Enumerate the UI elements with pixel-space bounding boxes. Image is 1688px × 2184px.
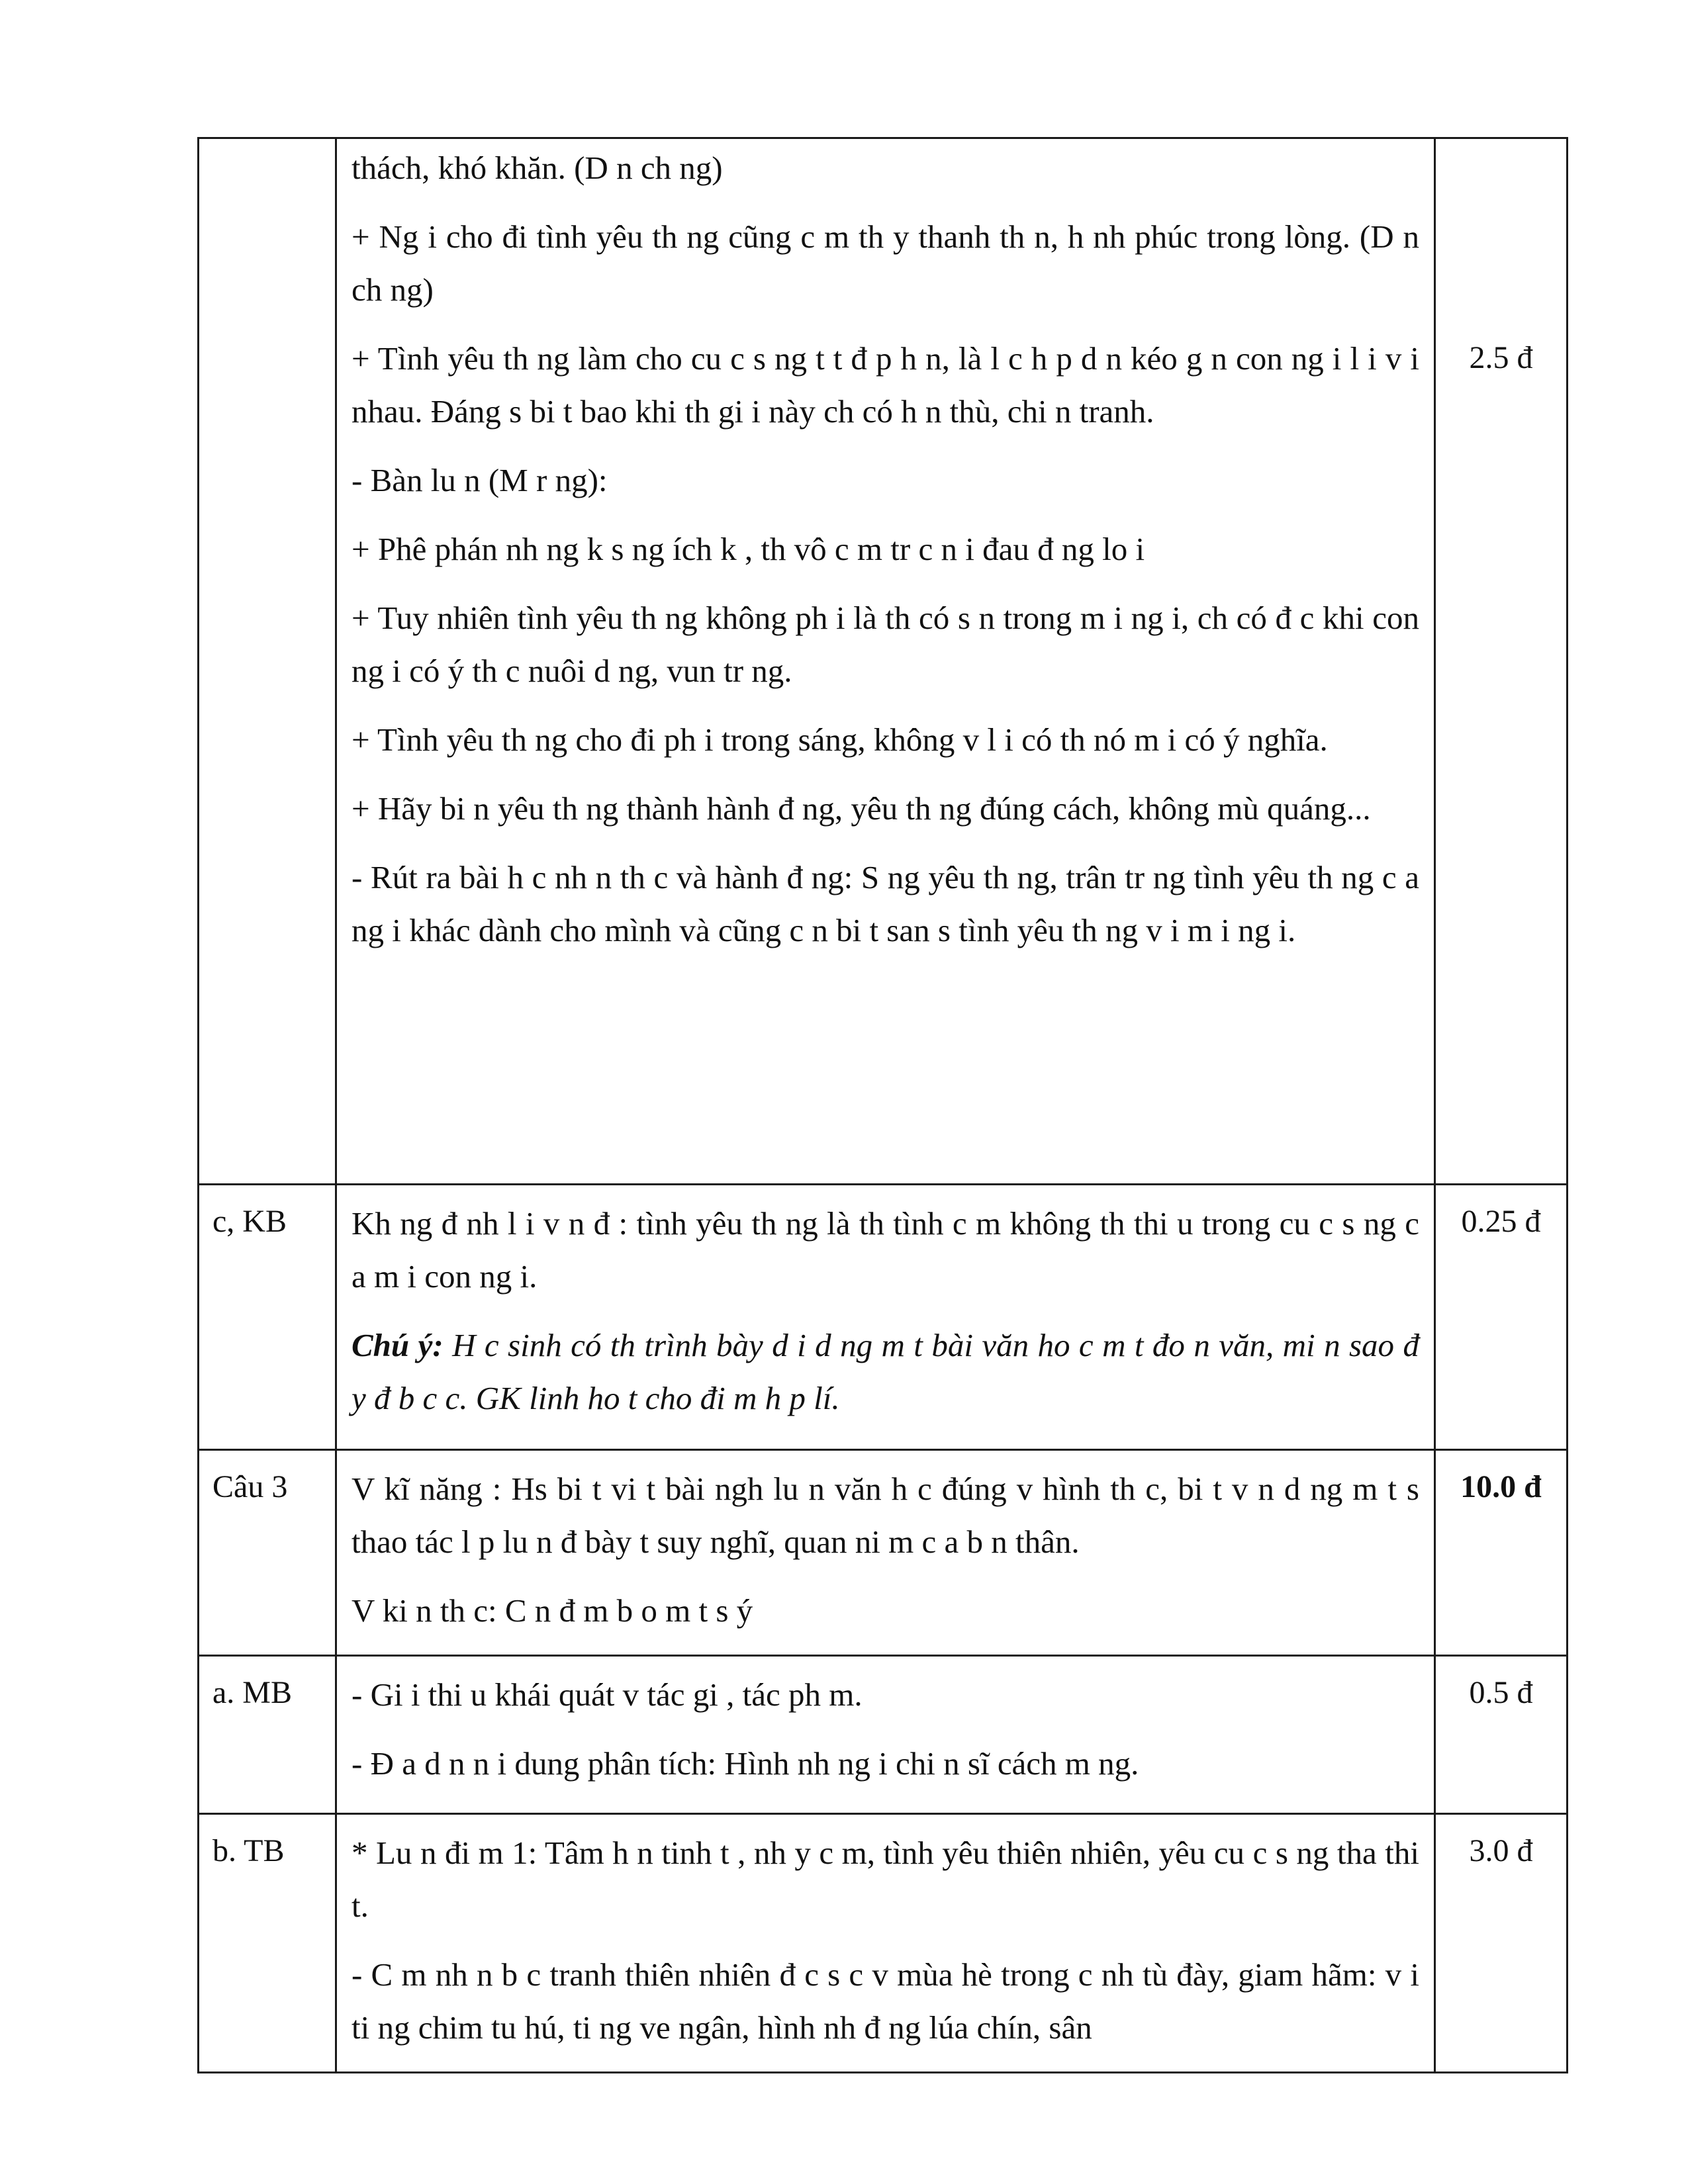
- section-label: c, KB: [212, 1204, 287, 1239]
- content-paragraph: V kĩ năng : Hs bi t vi t bài ngh lu n văn h c đúng v hình th c, bi t v n d ng m t s thao tác l p lu n đ bày t suy nghĩ, quan ni m c a b n thân.: [352, 1471, 1419, 1560]
- points-cell: [1435, 138, 1568, 1185]
- section-label: a. MB: [212, 1675, 292, 1710]
- note-text: H c sinh có th trình bày d i d ng m t bài văn ho c m t đo n văn, mi n sao đ y đ b c c. GK linh ho t cho đi m h p lí.: [352, 1327, 1419, 1416]
- section-label-cell: [199, 138, 336, 1185]
- content-paragraph: + Tình yêu th ng làm cho cu c s ng t t đ p h n, là l c h p d n kéo g n con ng i l i v i nhau. Đáng s bi t bao khi th gi i này ch có h n thù, chi n tranh.: [352, 340, 1419, 430]
- content-paragraph: * Lu n đi m 1: Tâm h n tinh t , nh y c m, tình yêu thiên nhiên, yêu cu c s ng tha thi t.: [352, 1835, 1419, 1924]
- points-cell: [1435, 1450, 1568, 1656]
- content-paragraph: - Rút ra bài h c nh n th c và hành đ ng: S ng yêu th ng, trân tr ng tình yêu th ng c a ng i khác dành cho mình và cũng c n bi t san s tình yêu th ng v i m i ng i.: [352, 859, 1419, 948]
- section-label-cell: [199, 1814, 336, 2073]
- points-cell: [1435, 1656, 1568, 1814]
- content-cell: [336, 138, 1435, 1185]
- section-label: [199, 139, 335, 148]
- points-value: 3.0 đ: [1469, 1833, 1533, 1868]
- section-label: Câu 3: [212, 1469, 288, 1504]
- content-paragraph: thách, khó khăn. (D n ch ng): [352, 150, 723, 186]
- content-paragraph: + Phê phán nh ng k s ng ích k , th vô c m tr c n i đau đ ng lo i: [352, 531, 1145, 567]
- section-label: b. TB: [212, 1833, 285, 1868]
- answer-key-table: [197, 137, 1568, 2073]
- note-paragraph: [352, 1319, 1419, 1425]
- section-label-cell: [199, 1185, 336, 1450]
- points-value: 0.5 đ: [1469, 1675, 1533, 1710]
- points-value: 0.25 đ: [1461, 1204, 1541, 1239]
- table-row: [199, 1656, 1568, 1814]
- content-paragraph: Kh ng đ nh l i v n đ : tình yêu th ng là th tình c m không th thi u trong cu c s ng c a m i con ng i.: [352, 1205, 1419, 1295]
- content-paragraph: + Hãy bi n yêu th ng thành hành đ ng, yêu th ng đúng cách, không mù quáng...: [352, 790, 1371, 827]
- content-cell: [336, 1814, 1435, 2073]
- table-row: [199, 138, 1568, 1185]
- content-cell: [336, 1450, 1435, 1656]
- section-label-cell: [199, 1656, 336, 1814]
- points-cell: [1435, 1814, 1568, 2073]
- table-row: [199, 1450, 1568, 1656]
- content-paragraph: - Đ a d n n i dung phân tích: Hình nh ng i chi n sĩ cách m ng.: [352, 1745, 1139, 1782]
- content-paragraph: - Gi i thi u khái quát v tác gi , tác ph m.: [352, 1676, 863, 1713]
- content-paragraph: + Tình yêu th ng cho đi ph i trong sáng, không v l i có th nó m i có ý nghĩa.: [352, 721, 1328, 758]
- points-value: 2.5 đ: [1469, 340, 1533, 375]
- content-paragraph: - Bàn lu n (M r ng):: [352, 462, 608, 498]
- content-paragraph: + Ng i cho đi tình yêu th ng cũng c m th y thanh th n, h nh phúc trong lòng. (D n ch ng): [352, 218, 1419, 308]
- table-row: [199, 1814, 1568, 2073]
- table-row: [199, 1185, 1568, 1450]
- content-cell: [336, 1185, 1435, 1450]
- points-value: 10.0 đ: [1460, 1469, 1542, 1504]
- points-cell: [1435, 1185, 1568, 1450]
- content-cell: [336, 1656, 1435, 1814]
- section-label-cell: [199, 1450, 336, 1656]
- content-paragraph: - C m nh n b c tranh thiên nhiên đ c s c v mùa hè trong c nh tù đày, giam hãm: v i ti ng chim tu hú, ti ng ve ngân, hình nh đ ng lúa chín, sân: [352, 1956, 1419, 2046]
- note-label: Chú ý:: [352, 1327, 444, 1363]
- content-paragraph: + Tuy nhiên tình yêu th ng không ph i là th có s n trong m i ng i, ch có đ c khi con ng i có ý th c nuôi d ng, vun tr ng.: [352, 600, 1419, 689]
- content-paragraph: V ki n th c: C n đ m b o m t s ý: [352, 1592, 753, 1629]
